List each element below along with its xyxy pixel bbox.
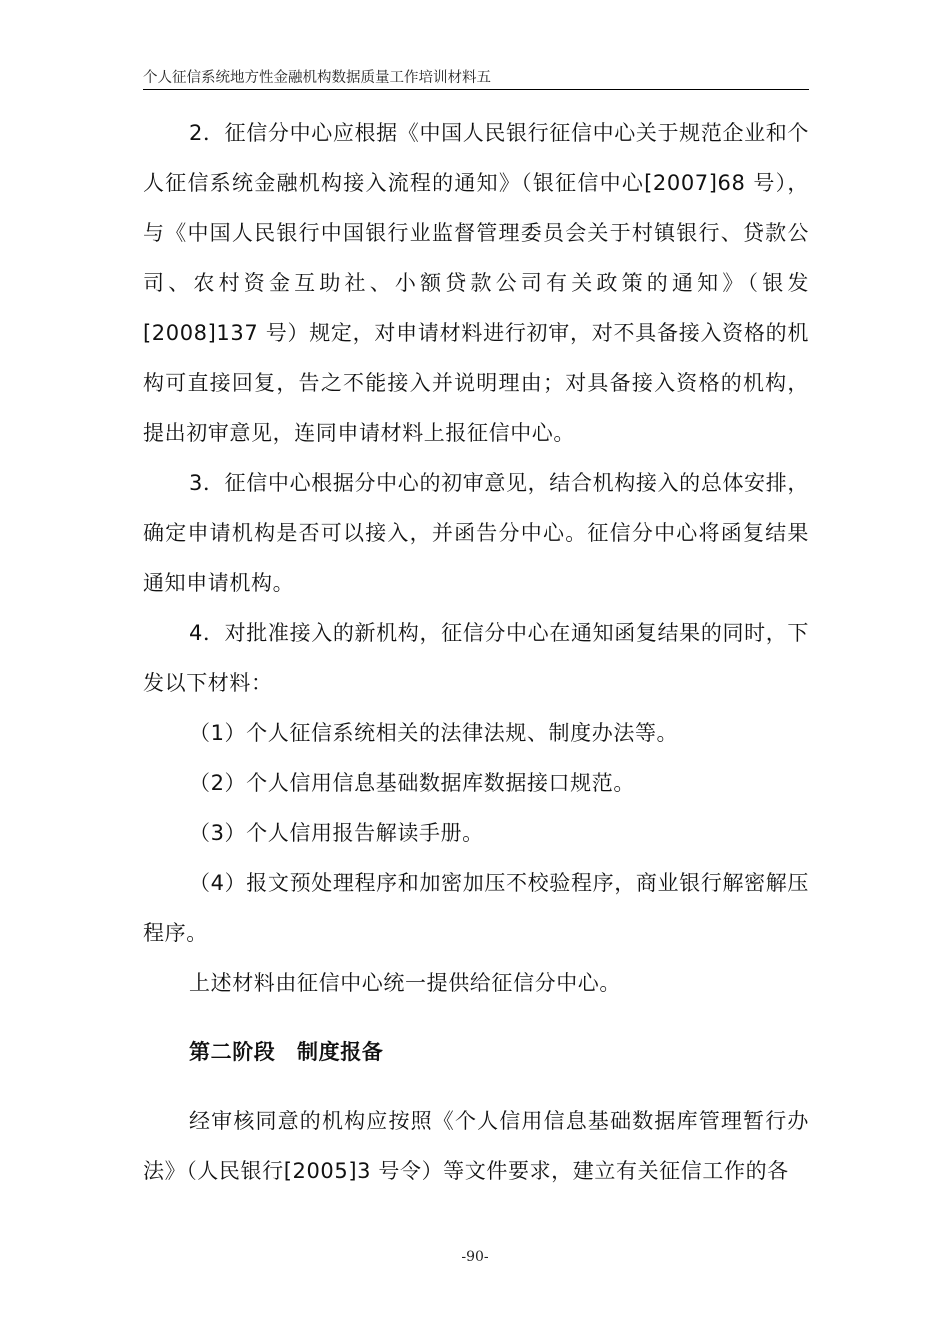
- closing-paragraph: 经审核同意的机构应按照《个人信用信息基础数据库管理暂行办法》（人民银行[2005]3 号令）等文件要求，建立有关征信工作的各: [143, 1109, 809, 1183]
- summary-paragraph: 上述材料由征信中心统一提供给征信分中心。: [189, 971, 621, 995]
- document-body: [143, 108, 809, 1196]
- sub-item-2: （2）个人信用信息基础数据库数据接口规范。: [189, 771, 635, 795]
- section-heading: 第二阶段 制度报备: [189, 1040, 384, 1064]
- header-rule: [143, 89, 809, 90]
- sub-item-3: （3）个人信用报告解读手册。: [189, 821, 484, 845]
- sub-item-1: （1）个人征信系统相关的法律法规、制度办法等。: [189, 721, 679, 745]
- paragraph-item-2: 2．征信分中心应根据《中国人民银行征信中心关于规范企业和个人征信系统金融机构接入流程的通知》（银征信中心[2007]68 号），与《中国人民银行中国银行业监督管理委员会关于村镇银行、贷款公司、农村资金互助社、小额贷款公司有关政策的通知》（银发[2008]137 号）规定，对申请材料进行初审，对不具备接入资格的机构可直接回复，告之不能接入并说明理由；对具备接入资格的机构，提出初审意见，连同申请材料上报征信中心。: [143, 121, 809, 445]
- sub-item-4: （4）报文预处理程序和加密加压不校验程序，商业银行解密解压程序。: [143, 871, 809, 945]
- running-header: 个人征信系统地方性金融机构数据质量工作培训材料五: [143, 70, 491, 86]
- paragraph-item-3: 3．征信中心根据分中心的初审意见，结合机构接入的总体安排，确定申请机构是否可以接入，并函告分中心。征信分中心将函复结果通知申请机构。: [143, 471, 809, 595]
- paragraph-item-4: 4．对批准接入的新机构，征信分中心在通知函复结果的同时，下发以下材料：: [143, 621, 809, 695]
- page-number: -90-: [461, 1249, 489, 1265]
